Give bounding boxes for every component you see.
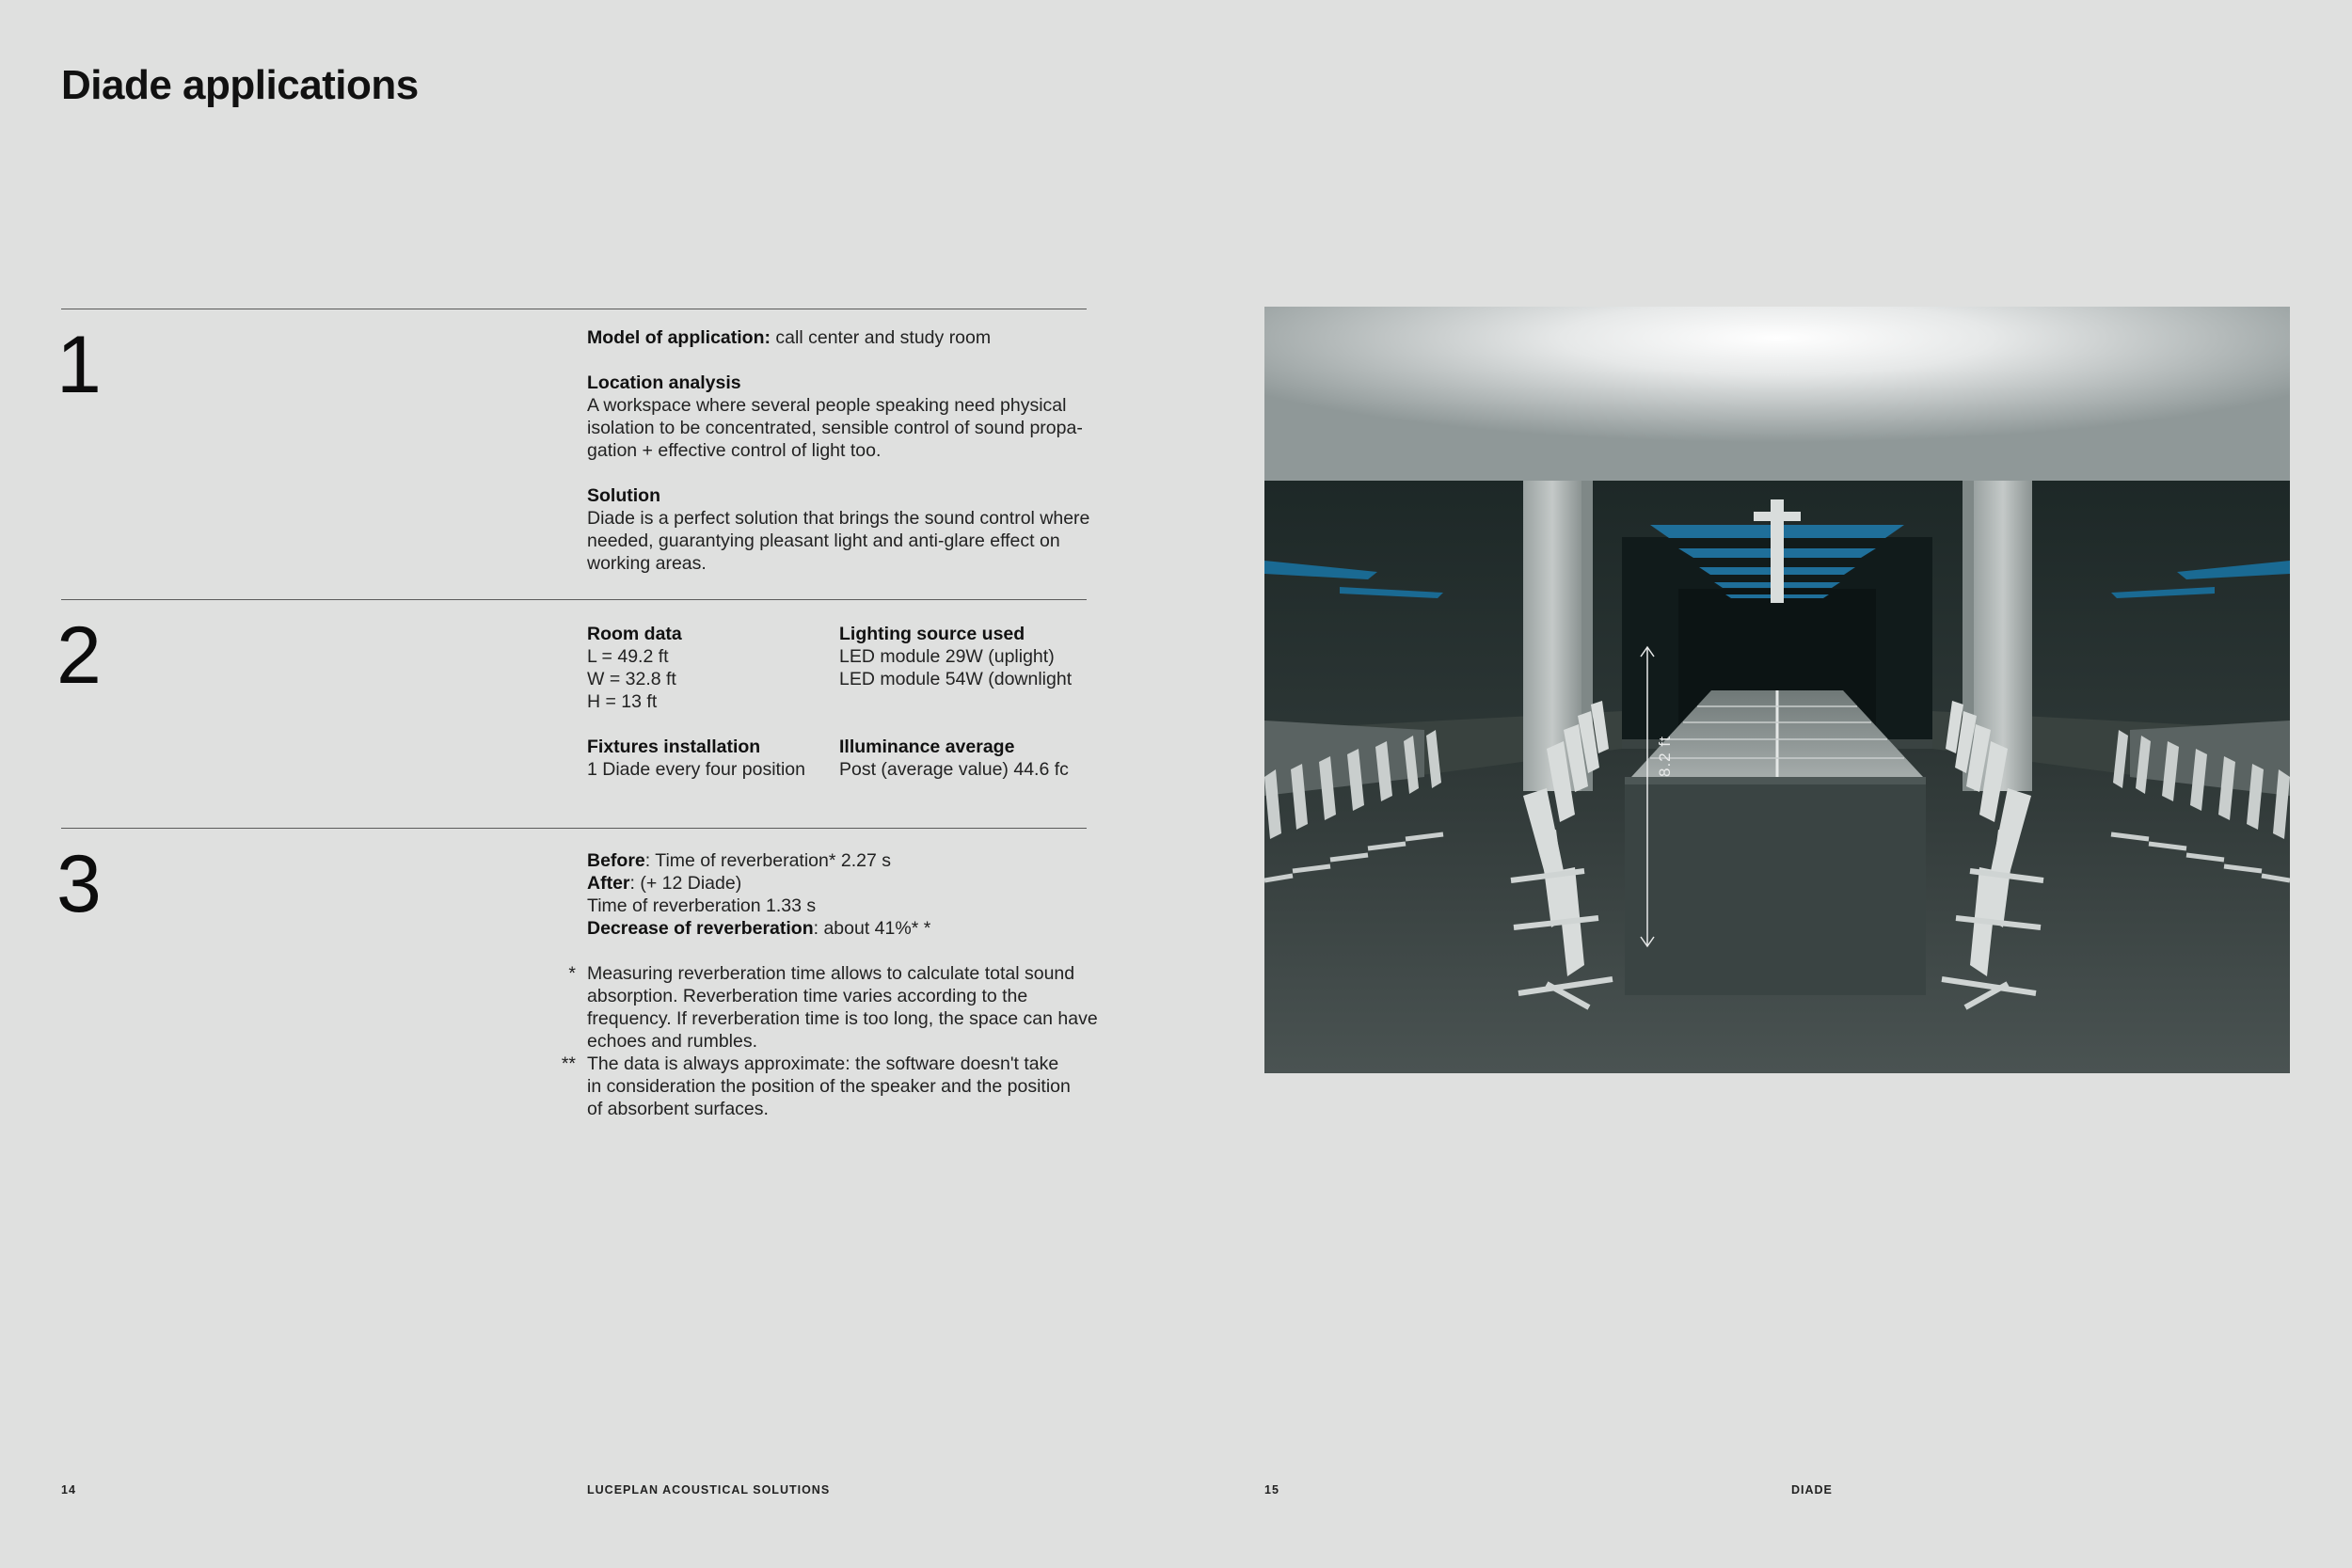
footnote-line: echoes and rumbles. xyxy=(587,1031,758,1052)
footnote-line: Measuring reverberation time allows to calculate total sound xyxy=(587,963,1075,984)
solution-line: working areas. xyxy=(587,553,707,574)
right-page-number: 15 xyxy=(1264,1483,1279,1497)
section-3-divider xyxy=(61,828,1087,829)
model-of-application xyxy=(587,326,1095,349)
after-label: After xyxy=(587,873,630,894)
after-value: : (+ 12 Diade) xyxy=(629,873,742,894)
solution-heading: Solution xyxy=(587,485,660,506)
section-2-divider xyxy=(61,599,1087,600)
before-line xyxy=(587,849,1100,872)
footnote-2 xyxy=(561,1053,1100,1120)
footnote-2-mark: ** xyxy=(561,1053,576,1074)
decrease-label: Decrease of reverberation xyxy=(587,918,814,939)
page-title: Diade applications xyxy=(61,62,419,108)
after-line xyxy=(587,872,1100,895)
before-value: : Time of reverberation* 2.27 s xyxy=(644,850,891,871)
fixtures-value: 1 Diade every four position xyxy=(587,759,805,780)
lighting-line: LED module 29W (uplight) xyxy=(839,646,1055,667)
section-1-text xyxy=(587,326,1095,575)
decrease-value: : about 41%* * xyxy=(813,918,931,939)
room-data-line: L = 49.2 ft xyxy=(587,646,669,667)
before-label: Before xyxy=(587,850,645,871)
footnote-line: The data is always approximate: the software doesn't take xyxy=(587,1053,1059,1074)
footnote-line: of absorbent surfaces. xyxy=(587,1099,769,1119)
section-2-number: 2 xyxy=(56,610,102,701)
section-1-number: 1 xyxy=(56,320,102,410)
model-label: Model of application: xyxy=(587,327,771,348)
location-line: gation + effective control of light too. xyxy=(587,440,882,461)
section-3-text xyxy=(561,849,1100,1120)
room-rendering xyxy=(1264,307,2290,1073)
right-running-footer: DIADE xyxy=(1791,1483,1833,1497)
location-heading: Location analysis xyxy=(587,372,741,393)
footnote-1 xyxy=(568,962,1100,1053)
room-data-line: H = 13 ft xyxy=(587,691,658,712)
illuminance-value: Post (average value) 44.6 fc xyxy=(839,759,1069,780)
location-line: A workspace where several people speaking need physical xyxy=(587,395,1067,416)
footnote-1-mark: * xyxy=(568,963,576,984)
left-page-number: 14 xyxy=(61,1483,76,1497)
footnote-line: in consideration the position of the speaker and the position xyxy=(587,1076,1071,1097)
section-3-number: 3 xyxy=(56,839,102,929)
lighting-heading: Lighting source used xyxy=(839,624,1025,644)
section-2-right-column xyxy=(839,623,1095,781)
section-2-left-column xyxy=(587,623,832,781)
solution-line: Diade is a perfect solution that brings the sound control where xyxy=(587,508,1090,529)
decrease-line xyxy=(587,917,1100,940)
height-dimension-label: 8.2 ft xyxy=(1656,736,1674,777)
illuminance-heading: Illuminance average xyxy=(839,736,1015,757)
left-running-footer: LUCEPLAN ACOUSTICAL SOLUTIONS xyxy=(587,1483,831,1497)
lighting-line: LED module 54W (downlight xyxy=(839,669,1073,689)
footnote-line: frequency. If reverberation time is too long, the space can have xyxy=(587,1008,1098,1029)
room-data-line: W = 32.8 ft xyxy=(587,669,676,689)
room-data-heading: Room data xyxy=(587,624,682,644)
model-value: call center and study room xyxy=(775,327,992,348)
after-reverberation-line: Time of reverberation 1.33 s xyxy=(587,895,817,916)
footnote-line: absorption. Reverberation time varies according to the xyxy=(587,986,1028,1006)
solution-line: needed, guarantying pleasant light and anti-glare effect on xyxy=(587,531,1060,551)
location-line: isolation to be concentrated, sensible control of sound propa- xyxy=(587,418,1083,438)
fixtures-heading: Fixtures installation xyxy=(587,736,761,757)
